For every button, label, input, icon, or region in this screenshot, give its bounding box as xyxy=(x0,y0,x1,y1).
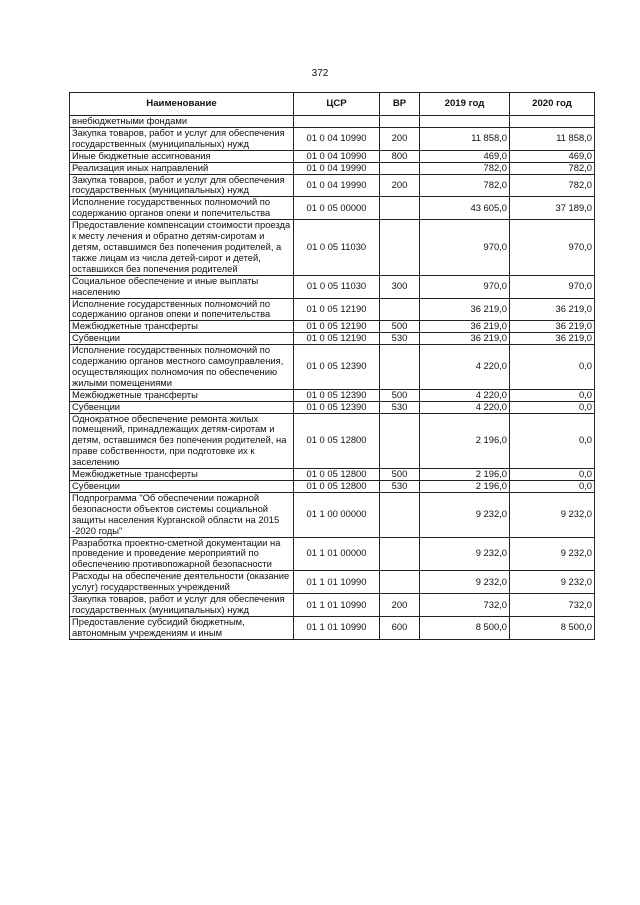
budget-table xyxy=(69,92,595,640)
row-2020: 9 232,0 xyxy=(510,492,595,537)
row-vr: 300 xyxy=(380,275,420,298)
row-name: Закупка товаров, работ и услуг для обеспечения государственных (муниципальных) нужд xyxy=(70,594,294,617)
row-vr: 200 xyxy=(380,594,420,617)
row-csr: 01 0 05 12390 xyxy=(294,345,380,390)
header-name: Наименование xyxy=(70,93,294,116)
table-row xyxy=(70,333,595,345)
row-vr xyxy=(380,413,420,469)
row-name: Исполнение государственных полномочий по содержанию органов опеки и попечительства xyxy=(70,197,294,220)
row-name: Межбюджетные трансферты xyxy=(70,321,294,333)
row-2020: 36 219,0 xyxy=(510,321,595,333)
row-vr: 500 xyxy=(380,469,420,481)
row-2020: 732,0 xyxy=(510,594,595,617)
row-2019 xyxy=(420,116,510,128)
row-2020 xyxy=(510,116,595,128)
row-vr xyxy=(380,492,420,537)
row-csr: 01 1 00 00000 xyxy=(294,492,380,537)
table-row xyxy=(70,174,595,197)
row-vr xyxy=(380,571,420,594)
table-row xyxy=(70,345,595,390)
table-row xyxy=(70,537,595,571)
table-row xyxy=(70,401,595,413)
table-row xyxy=(70,275,595,298)
row-name: Реализация иных направлений xyxy=(70,162,294,174)
row-2020: 9 232,0 xyxy=(510,537,595,571)
row-2019: 782,0 xyxy=(420,174,510,197)
row-2019: 2 196,0 xyxy=(420,481,510,493)
header-2020: 2020 год xyxy=(510,93,595,116)
row-vr: 200 xyxy=(380,174,420,197)
table-row xyxy=(70,220,595,276)
row-2019: 9 232,0 xyxy=(420,571,510,594)
row-2020: 970,0 xyxy=(510,220,595,276)
row-vr xyxy=(380,298,420,321)
row-csr: 01 0 04 10990 xyxy=(294,127,380,150)
row-2019: 732,0 xyxy=(420,594,510,617)
header-vr: ВР xyxy=(380,93,420,116)
row-2019: 43 605,0 xyxy=(420,197,510,220)
row-2019: 970,0 xyxy=(420,220,510,276)
row-name: Субвенции xyxy=(70,401,294,413)
row-2020: 0,0 xyxy=(510,401,595,413)
table-row xyxy=(70,469,595,481)
row-csr: 01 0 05 12800 xyxy=(294,413,380,469)
row-name: Межбюджетные трансферты xyxy=(70,469,294,481)
row-2019: 4 220,0 xyxy=(420,401,510,413)
row-vr: 200 xyxy=(380,127,420,150)
row-csr: 01 1 01 10990 xyxy=(294,571,380,594)
header-2019: 2019 год xyxy=(420,93,510,116)
row-vr xyxy=(380,345,420,390)
row-name: Однократное обеспечение ремонта жилых помещений, принадлежащих детям-сиротам и детям, оставшимся без попечения родителей, на праве собственности, при подготовке их к заселению xyxy=(70,413,294,469)
row-csr: 01 0 05 12190 xyxy=(294,298,380,321)
row-2019: 4 220,0 xyxy=(420,345,510,390)
table-row xyxy=(70,616,595,639)
row-2020: 36 219,0 xyxy=(510,333,595,345)
row-csr: 01 0 05 12190 xyxy=(294,333,380,345)
row-2019: 36 219,0 xyxy=(420,333,510,345)
row-name: Предоставление субсидий бюджетным, автономным учреждениям и иным xyxy=(70,616,294,639)
row-2020: 469,0 xyxy=(510,150,595,162)
table-row xyxy=(70,571,595,594)
row-2020: 9 232,0 xyxy=(510,571,595,594)
row-2019: 8 500,0 xyxy=(420,616,510,639)
table-row xyxy=(70,389,595,401)
row-2019: 469,0 xyxy=(420,150,510,162)
row-2020: 782,0 xyxy=(510,174,595,197)
row-2019: 36 219,0 xyxy=(420,298,510,321)
row-2019: 36 219,0 xyxy=(420,321,510,333)
table-header-row xyxy=(70,93,595,116)
table-row xyxy=(70,298,595,321)
table-row xyxy=(70,413,595,469)
row-csr xyxy=(294,116,380,128)
row-name: Закупка товаров, работ и услуг для обеспечения государственных (муниципальных) нужд xyxy=(70,127,294,150)
header-csr: ЦСР xyxy=(294,93,380,116)
row-2020: 36 219,0 xyxy=(510,298,595,321)
row-2020: 11 858,0 xyxy=(510,127,595,150)
row-vr: 530 xyxy=(380,401,420,413)
row-2019: 782,0 xyxy=(420,162,510,174)
row-2019: 9 232,0 xyxy=(420,537,510,571)
row-name: Межбюджетные трансферты xyxy=(70,389,294,401)
row-2020: 782,0 xyxy=(510,162,595,174)
table-row xyxy=(70,162,595,174)
row-name: Социальное обеспечение и иные выплаты населению xyxy=(70,275,294,298)
row-name: Подпрограмма "Об обеспечении пожарной безопасности объектов системы социальной защиты населения Курганской области на 2015 -2020 годы" xyxy=(70,492,294,537)
row-csr: 01 0 04 19990 xyxy=(294,162,380,174)
row-csr: 01 1 01 10990 xyxy=(294,616,380,639)
row-name: Разработка проектно-сметной документации на проведение и проведение мероприятий по обеспечению противопожарной безопасности xyxy=(70,537,294,571)
row-2020: 37 189,0 xyxy=(510,197,595,220)
row-2019: 2 196,0 xyxy=(420,469,510,481)
table-row xyxy=(70,594,595,617)
row-csr: 01 0 05 11030 xyxy=(294,275,380,298)
row-vr: 530 xyxy=(380,481,420,493)
row-csr: 01 0 04 19990 xyxy=(294,174,380,197)
row-name: внебюджетными фондами xyxy=(70,116,294,128)
row-name: Исполнение государственных полномочий по содержанию органов местного самоуправления, осуществляющих полномочия по обеспечению жилыми помещениями xyxy=(70,345,294,390)
row-csr: 01 0 05 00000 xyxy=(294,197,380,220)
table-row xyxy=(70,481,595,493)
row-2019: 11 858,0 xyxy=(420,127,510,150)
row-csr: 01 1 01 00000 xyxy=(294,537,380,571)
row-vr: 800 xyxy=(380,150,420,162)
row-name: Субвенции xyxy=(70,481,294,493)
row-vr xyxy=(380,537,420,571)
row-vr: 500 xyxy=(380,389,420,401)
row-vr xyxy=(380,220,420,276)
row-csr: 01 0 04 10990 xyxy=(294,150,380,162)
row-2019: 2 196,0 xyxy=(420,413,510,469)
row-vr xyxy=(380,116,420,128)
row-csr: 01 0 05 12390 xyxy=(294,389,380,401)
row-vr xyxy=(380,162,420,174)
row-vr xyxy=(380,197,420,220)
row-csr: 01 0 05 12390 xyxy=(294,401,380,413)
table-row xyxy=(70,116,595,128)
table-row xyxy=(70,321,595,333)
row-name: Закупка товаров, работ и услуг для обеспечения государственных (муниципальных) нужд xyxy=(70,174,294,197)
row-name: Иные бюджетные ассигнования xyxy=(70,150,294,162)
row-csr: 01 1 01 10990 xyxy=(294,594,380,617)
row-2020: 0,0 xyxy=(510,345,595,390)
row-name: Исполнение государственных полномочий по содержанию органов опеки и попечительства xyxy=(70,298,294,321)
row-2020: 0,0 xyxy=(510,413,595,469)
row-2020: 8 500,0 xyxy=(510,616,595,639)
row-2020: 970,0 xyxy=(510,275,595,298)
table-row xyxy=(70,150,595,162)
row-2019: 970,0 xyxy=(420,275,510,298)
row-2020: 0,0 xyxy=(510,389,595,401)
row-name: Субвенции xyxy=(70,333,294,345)
row-vr: 500 xyxy=(380,321,420,333)
table-row xyxy=(70,127,595,150)
row-2020: 0,0 xyxy=(510,481,595,493)
row-csr: 01 0 05 12190 xyxy=(294,321,380,333)
page-number: 372 xyxy=(311,68,329,79)
row-2019: 9 232,0 xyxy=(420,492,510,537)
row-csr: 01 0 05 11030 xyxy=(294,220,380,276)
row-2020: 0,0 xyxy=(510,469,595,481)
row-2019: 4 220,0 xyxy=(420,389,510,401)
row-vr: 530 xyxy=(380,333,420,345)
table-row xyxy=(70,492,595,537)
row-name: Расходы на обеспечение деятельности (оказание услуг) государственных учреждений xyxy=(70,571,294,594)
row-csr: 01 0 05 12800 xyxy=(294,481,380,493)
row-vr: 600 xyxy=(380,616,420,639)
table-row xyxy=(70,197,595,220)
row-csr: 01 0 05 12800 xyxy=(294,469,380,481)
row-name: Предоставление компенсации стоимости проезда к месту лечения и обратно детям-сиротам и детям, оставшимся без попечения родителей, а также лицам из числа детей-сирот и детей, оставшихся без попечения родителей xyxy=(70,220,294,276)
